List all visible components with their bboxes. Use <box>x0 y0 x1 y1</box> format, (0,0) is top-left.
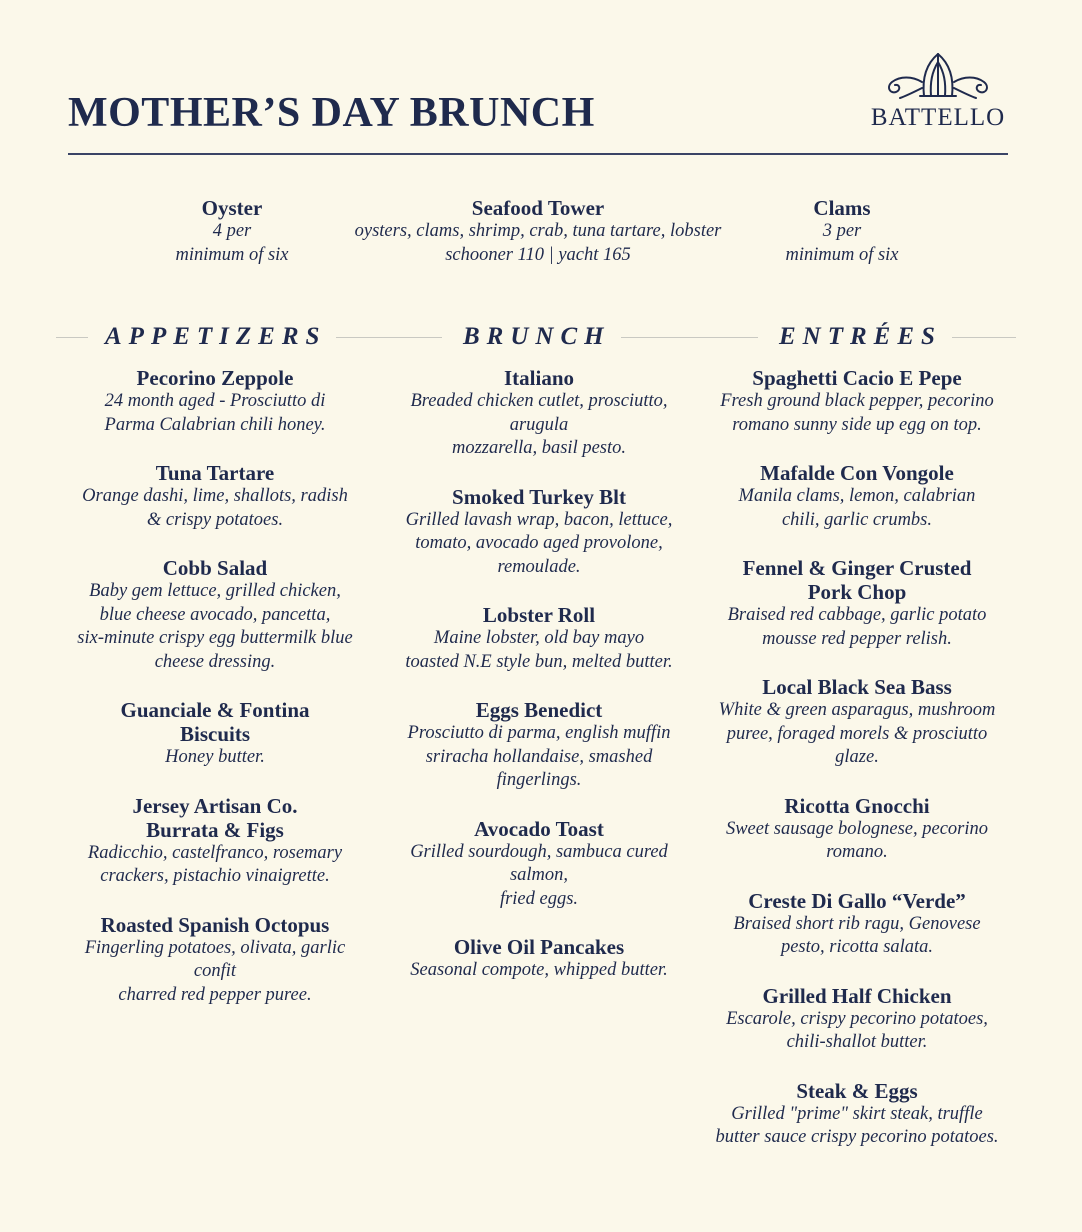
battello-logo <box>868 52 1008 132</box>
item-desc-line: Manila clams, lemon, calabrian <box>738 486 976 506</box>
menu-item <box>384 698 694 793</box>
raw-item-seafood-tower <box>338 196 738 267</box>
item-name: Eggs Benedict <box>475 698 603 722</box>
item-desc-line: romano sunny side up egg on top. <box>732 414 982 435</box>
item-desc-line: schooner 110 | yacht 165 <box>445 244 631 265</box>
item-desc-line: confit <box>193 961 237 981</box>
menu-item <box>384 935 694 983</box>
item-desc-line: fried eggs. <box>499 888 579 909</box>
menu-item <box>60 913 370 1008</box>
item-name: Tuna Tartare <box>155 461 275 485</box>
menu-item <box>700 984 1014 1055</box>
section-title: ENTRÉES <box>779 323 942 350</box>
raw-item-clams <box>742 196 942 267</box>
item-desc-line: Grilled "prime" skirt steak, truffle <box>731 1103 983 1124</box>
menu-item <box>384 603 694 674</box>
item-name: Lobster Roll <box>482 603 596 627</box>
menu-item <box>60 698 370 770</box>
item-name: Mafalde Con Vongole <box>760 461 954 485</box>
item-desc-line: butter sauce crispy pecorino potatoes. <box>715 1127 999 1147</box>
item-desc-line: toasted N.E style bun, melted butter. <box>405 651 673 672</box>
item-desc-line: Orange dashi, lime, shallots, radish <box>82 486 348 506</box>
item-desc-line: Braised short rib ragu, Genovese <box>733 913 981 934</box>
item-name: Olive Oil Pancakes <box>453 935 625 959</box>
menu-item <box>700 1079 1014 1150</box>
header-line <box>56 337 88 338</box>
item-name: Ricotta Gnocchi <box>784 793 930 818</box>
item-desc-line: Honey butter. <box>165 747 265 767</box>
item-name: Pork Chop <box>807 580 907 604</box>
item-name: Local Black Sea Bass <box>762 675 952 699</box>
item-desc-line: Fingerling potatoes, olivata, garlic <box>84 937 346 958</box>
item-desc-line: tomato, avocado aged provolone, <box>415 533 663 553</box>
item-desc-line: romano. <box>826 842 888 862</box>
menu-item <box>700 794 1014 865</box>
item-desc-line: Grilled lavash wrap, bacon, lettuce, <box>405 509 673 530</box>
item-desc-line: Prosciutto di parma, english muffin <box>407 723 671 743</box>
item-name: Jersey Artisan Co. <box>132 793 298 818</box>
item-desc-line: mozzarella, basil pesto. <box>451 438 627 458</box>
menu-item <box>700 889 1014 960</box>
header-divider <box>68 153 1008 155</box>
item-name: Roasted Spanish Octopus <box>100 912 330 937</box>
item-desc-line: six-minute crispy egg buttermilk blue <box>77 628 353 648</box>
menu-item <box>384 366 694 461</box>
ship-bow-ornament-icon <box>876 52 1000 102</box>
item-desc-line: arugula <box>509 414 569 435</box>
item-name: Spaghetti Cacio E Pepe <box>752 366 962 390</box>
item-name: Italiano <box>503 366 574 390</box>
item-desc-line: mousse red pepper relish. <box>762 628 952 649</box>
item-desc-line: pesto, ricotta salata. <box>780 937 934 957</box>
item-name: Oyster <box>201 196 263 220</box>
logo-text: BATTELLO <box>870 104 1006 131</box>
item-desc-line: 4 per <box>212 221 252 241</box>
section-header-entrees <box>762 322 1016 352</box>
section-title: BRUNCH <box>463 323 611 350</box>
item-name: Cobb Salad <box>162 556 268 580</box>
item-name: Pecorino Zeppole <box>136 366 294 390</box>
header-line <box>952 337 1016 338</box>
page-title: MOTHER’S DAY BRUNCH <box>68 90 595 136</box>
item-desc-line: Braised red cabbage, garlic potato <box>727 605 987 625</box>
item-desc-line: Grilled sourdough, sambuca cured <box>410 841 668 862</box>
item-desc-line: chili-shallot butter. <box>786 1032 928 1052</box>
raw-item-oyster <box>132 196 332 267</box>
item-desc-line: Baby gem lettuce, grilled chicken, <box>89 581 341 601</box>
appetizers-column <box>60 366 370 1031</box>
entrees-column <box>700 366 1014 1174</box>
menu-item <box>60 556 370 674</box>
menu-item <box>60 461 370 532</box>
menu-item <box>60 366 370 437</box>
item-name: Smoked Turkey Blt <box>452 484 626 509</box>
item-desc-line: Fresh ground black pepper, pecorino <box>720 391 994 411</box>
menu-item <box>384 817 694 912</box>
item-name: Creste Di Gallo “Verde” <box>748 888 966 913</box>
item-desc-line: blue cheese avocado, pancetta, <box>99 604 331 625</box>
item-desc-line: minimum of six <box>175 244 289 265</box>
item-name: Seafood Tower <box>471 196 605 220</box>
menu-item <box>700 675 1014 770</box>
item-desc-line: sriracha hollandaise, smashed <box>425 746 653 767</box>
item-name: Clams <box>813 196 871 220</box>
item-desc-line: Maine lobster, old bay mayo <box>433 628 645 648</box>
item-desc-line: crackers, pistachio vinaigrette. <box>100 866 330 886</box>
item-desc-line: glaze. <box>835 747 879 767</box>
item-desc-line: Sweet sausage bolognese, pecorino <box>725 818 989 839</box>
item-desc-line: Seasonal compote, whipped butter. <box>410 960 668 980</box>
item-desc-line: cheese dressing. <box>154 651 276 672</box>
item-desc-line: & crispy potatoes. <box>146 509 284 530</box>
section-header-appetizers <box>56 322 442 352</box>
item-name: Grilled Half Chicken <box>762 983 952 1008</box>
item-desc-line: Escarole, crispy pecorino potatoes, <box>726 1008 988 1029</box>
item-desc-line: fingerlings. <box>496 770 582 790</box>
item-desc-line: puree, foraged morels & prosciutto <box>726 723 988 744</box>
item-desc-line: White & green asparagus, mushroom <box>718 700 996 720</box>
item-desc-line: Breaded chicken cutlet, prosciutto, <box>410 391 668 411</box>
item-desc-line: Radicchio, castelfranco, rosemary <box>87 842 343 863</box>
menu-item <box>60 794 370 889</box>
section-header-brunch <box>446 322 758 352</box>
item-desc-line: salmon, <box>509 865 569 885</box>
item-desc-line: minimum of six <box>785 244 899 265</box>
section-title: APPETIZERS <box>105 323 327 350</box>
item-name: Burrata & Figs <box>146 817 284 842</box>
header-line <box>621 337 758 338</box>
item-name: Steak & Eggs <box>796 1078 918 1103</box>
item-name: Biscuits <box>179 722 250 746</box>
item-desc-line: 3 per <box>822 221 862 241</box>
brunch-column <box>384 366 694 1007</box>
menu-item <box>700 366 1014 437</box>
item-desc-line: oysters, clams, shrimp, crab, tuna tartare, lobster <box>354 221 722 241</box>
item-desc-line: chili, garlic crumbs. <box>781 509 933 530</box>
header-line <box>336 337 442 338</box>
item-desc-line: Parma Calabrian chili honey. <box>104 414 326 435</box>
item-name: Avocado Toast <box>474 816 604 841</box>
item-desc-line: charred red pepper puree. <box>118 984 312 1005</box>
item-name: Fennel & Ginger Crusted <box>742 556 972 580</box>
raw-bar <box>0 196 1082 276</box>
menu-item <box>384 485 694 580</box>
item-desc-line: remoulade. <box>497 556 581 577</box>
menu-item <box>700 461 1014 532</box>
menu-item <box>700 556 1014 651</box>
item-name: Guanciale & Fontina <box>120 698 310 722</box>
item-desc-line: 24 month aged - Prosciutto di <box>104 391 326 411</box>
